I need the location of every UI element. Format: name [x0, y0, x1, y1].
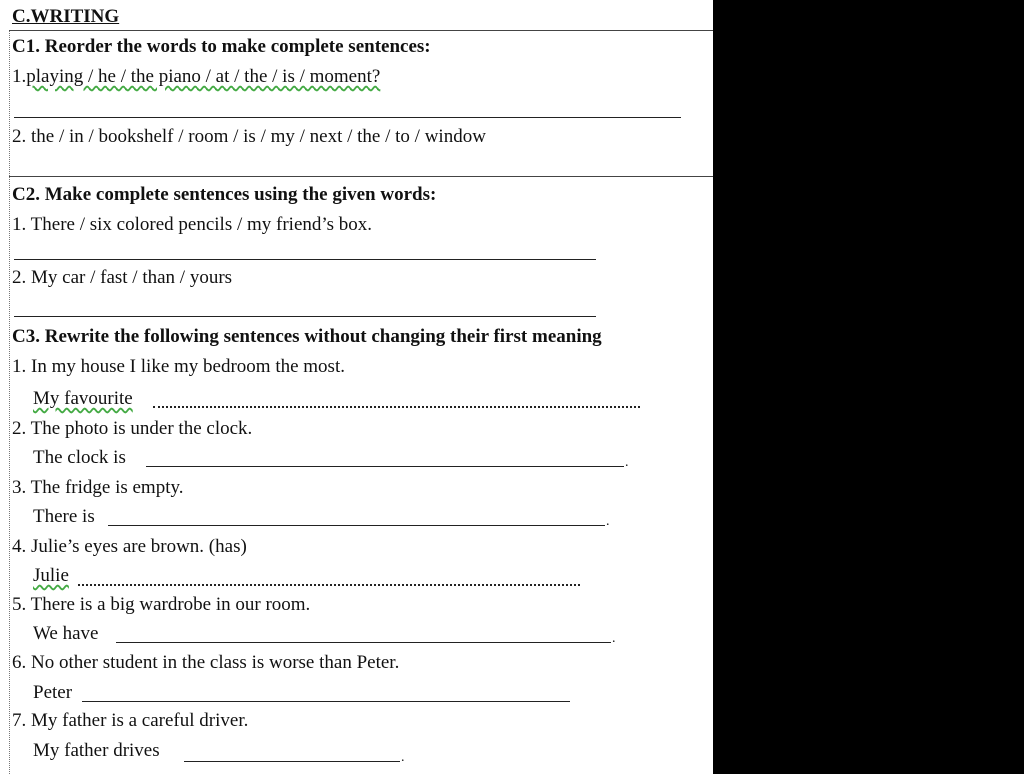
item-number: 2.	[12, 267, 27, 288]
c3-prompt-7: My father drives	[33, 740, 160, 761]
item-number: 6.	[12, 652, 27, 673]
period-mark: .	[401, 750, 405, 765]
answer-line[interactable]	[82, 701, 570, 702]
c3-prompt-6: Peter	[33, 682, 73, 703]
item-text: My car / fast / than / yours	[31, 267, 233, 288]
c1-item-2	[12, 126, 486, 148]
item-text: No other student in the class is worse than Peter.	[31, 652, 400, 673]
item-number: 4.	[12, 536, 27, 557]
item-number: 2.	[12, 126, 27, 147]
black-side-panel	[713, 0, 1024, 774]
c3-item-5	[12, 594, 310, 616]
item-text: the / in / bookshelf / room / is / my / next / the / to / window	[31, 126, 486, 147]
answer-line[interactable]	[184, 761, 400, 762]
period-mark: .	[625, 455, 629, 470]
c3-item-4	[12, 536, 247, 558]
item-number: 5.	[12, 594, 27, 615]
c3-prompt-2: The clock is	[33, 447, 126, 468]
c3-prompt-3: There is	[33, 506, 95, 527]
answer-line[interactable]	[9, 176, 713, 177]
c2-item-1	[12, 214, 372, 236]
answer-line[interactable]	[14, 117, 681, 118]
divider	[9, 30, 713, 31]
item-number: 2.	[12, 418, 27, 439]
item-number: 1.	[12, 214, 27, 235]
period-mark: .	[606, 514, 610, 529]
item-number: 3.	[12, 477, 27, 498]
c2-item-2	[12, 267, 232, 289]
item-number: 7.	[12, 710, 27, 731]
c1-item-1	[12, 66, 380, 88]
period-mark: .	[612, 631, 616, 646]
item-text: There is a big wardrobe in our room.	[30, 594, 311, 615]
c2-title: C2. Make complete sentences using the given words:	[12, 184, 437, 205]
answer-line[interactable]	[14, 259, 596, 260]
c3-item-1	[12, 356, 345, 378]
item-text: playing / he / the piano / at / the / is / moment?	[26, 66, 381, 87]
c3-item-7	[12, 710, 248, 732]
left-margin-line	[9, 30, 10, 774]
item-text: There / six colored pencils / my friend’s box.	[30, 214, 373, 235]
c3-item-6	[12, 652, 399, 674]
c3-item-3	[12, 477, 184, 499]
item-text: Julie’s eyes are brown. (has)	[31, 536, 247, 557]
item-number: 1.	[12, 356, 27, 377]
answer-line[interactable]	[146, 466, 624, 467]
c3-item-2	[12, 418, 252, 440]
answer-line[interactable]	[14, 316, 596, 317]
c3-title: C3. Rewrite the following sentences without changing their first meaning	[12, 326, 602, 347]
answer-line[interactable]	[108, 525, 605, 526]
item-text: In my house I like my bedroom the most.	[31, 356, 345, 377]
item-text: The fridge is empty.	[30, 477, 184, 498]
answer-line[interactable]	[116, 642, 611, 643]
section-heading: C.WRITING	[12, 6, 120, 27]
item-number: 1.	[12, 66, 27, 87]
c3-prompt-1: My favourite	[33, 388, 133, 409]
answer-line[interactable]	[153, 406, 640, 408]
c3-prompt-4: Julie	[33, 565, 69, 586]
item-text: The photo is under the clock.	[30, 418, 253, 439]
c3-prompt-5: We have	[33, 623, 99, 644]
answer-line[interactable]	[78, 584, 580, 586]
c1-title: C1. Reorder the words to make complete sentences:	[12, 36, 431, 57]
item-text: My father is a careful driver.	[31, 710, 249, 731]
